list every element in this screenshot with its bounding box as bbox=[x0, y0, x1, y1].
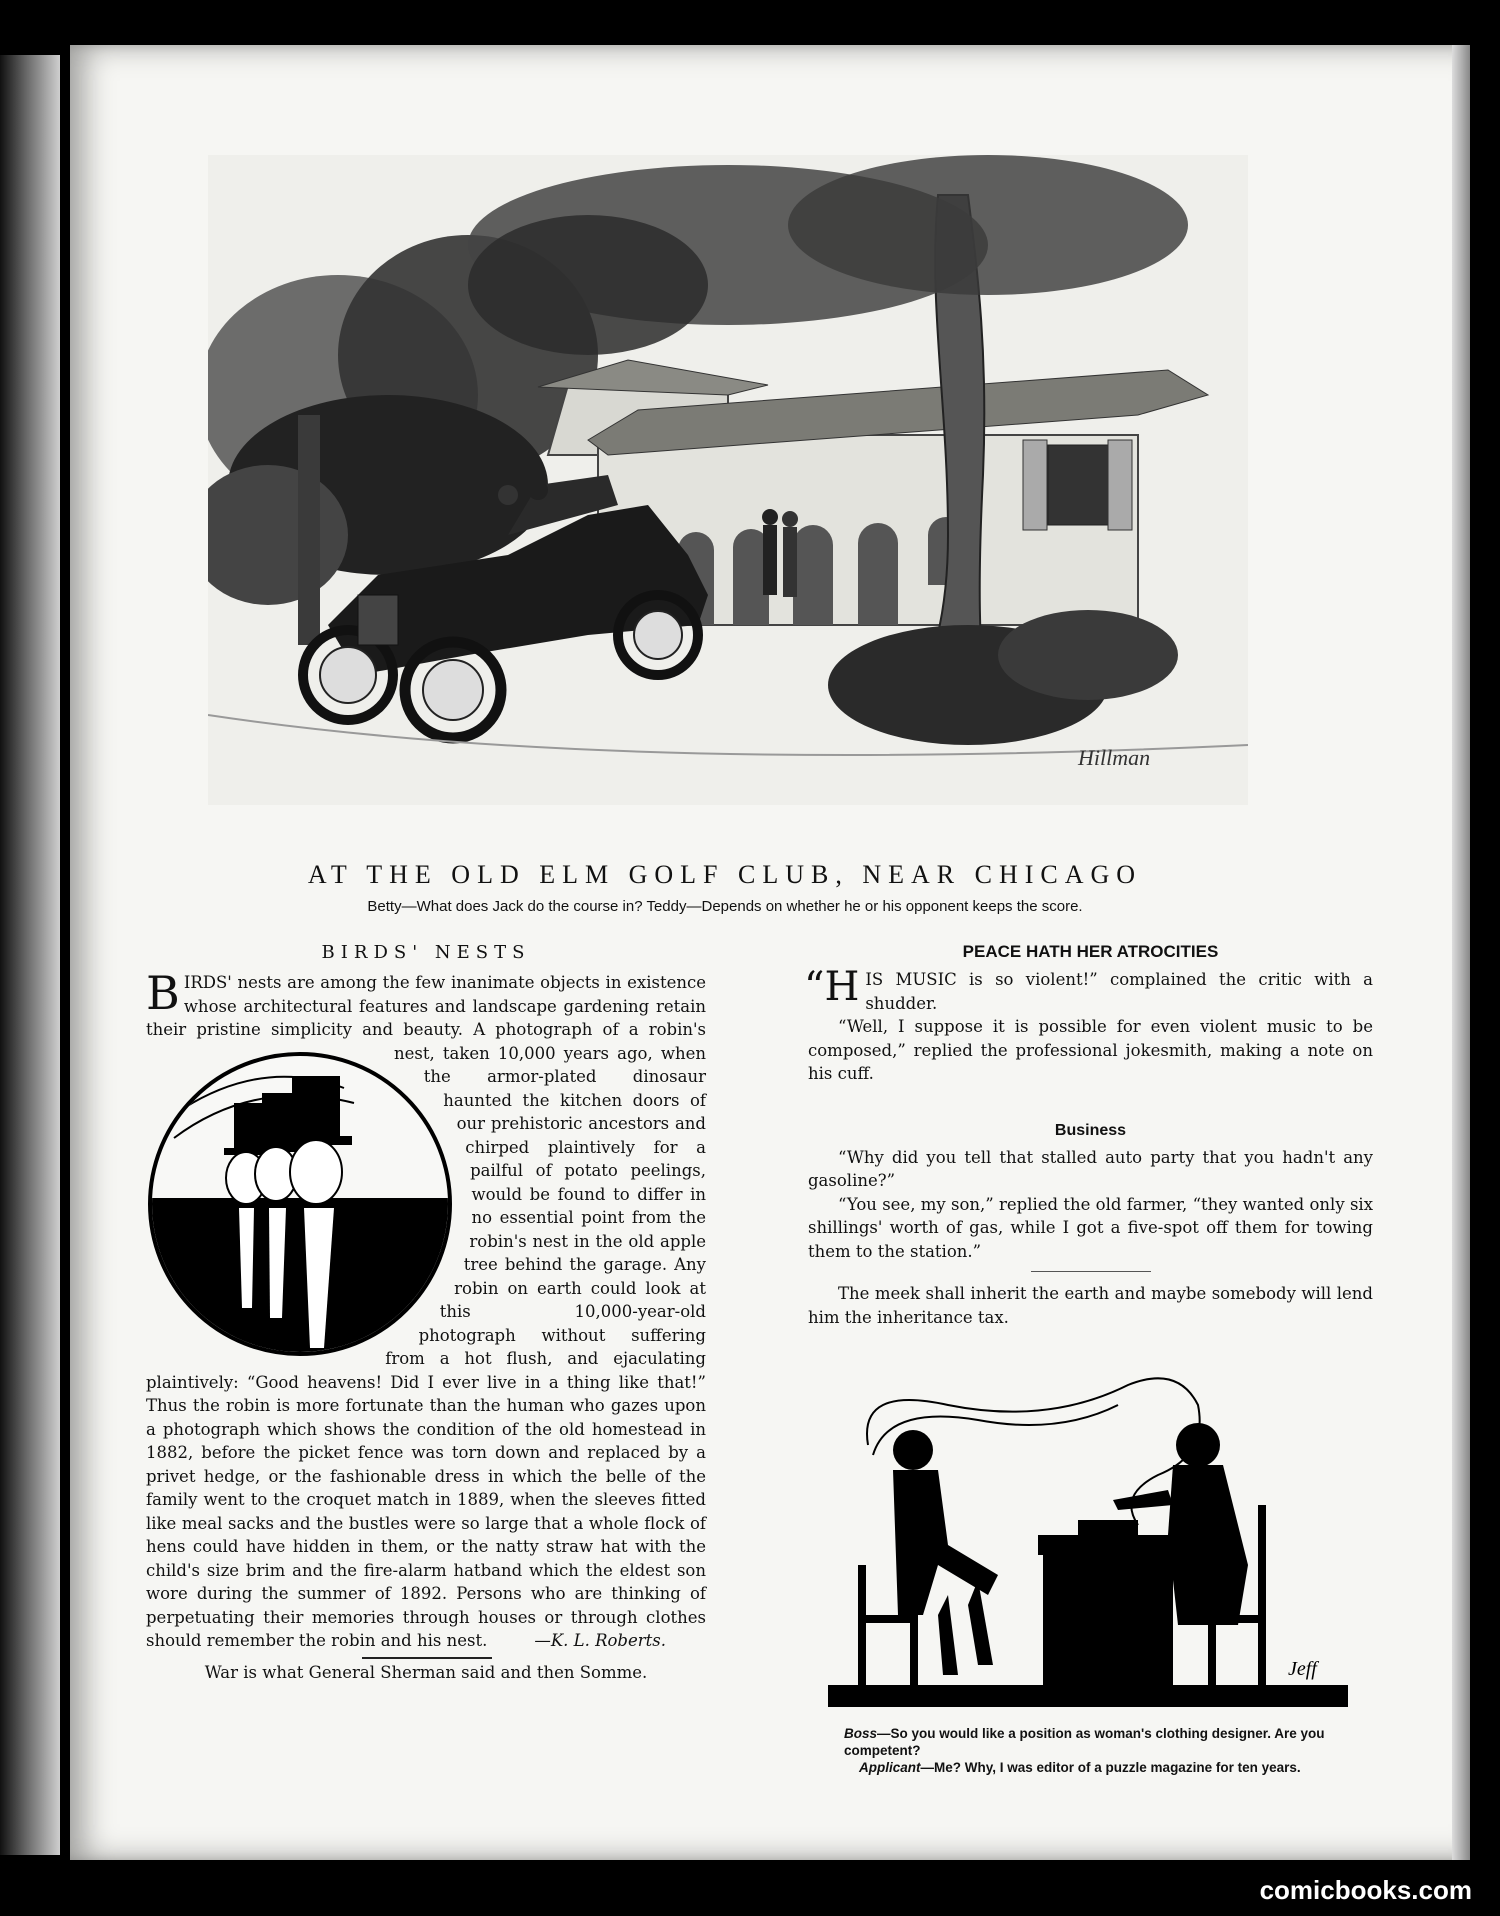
right-column bbox=[804, 940, 1373, 1776]
sherman-quip: War is what General Sherman said and then Somme. bbox=[204, 1662, 648, 1682]
birds-nests-author: —K. L. Roberts. bbox=[534, 1631, 666, 1650]
divider-rule bbox=[1031, 1271, 1151, 1272]
applicant-line: —Me? Why, I was editor of a puzzle magazine for ten years. bbox=[920, 1760, 1301, 1775]
page-edge-shadow bbox=[1452, 45, 1470, 1860]
svg-text:Hillman: Hillman bbox=[1078, 745, 1151, 770]
peace-paragraph-2: “Well, I suppose it is possible for even violent music to be composed,” replied the professional jokesmith, making a note on his cuff. bbox=[808, 1017, 1373, 1083]
dropcap-b: B bbox=[146, 966, 180, 1020]
site-watermark: comicbooks.com bbox=[1259, 1875, 1472, 1905]
golf-club-illustration bbox=[208, 155, 1248, 805]
birds-nests-intro: IRDS' nests are among the few inanimate objects in existence whose architectural features and landscape gardening retain their pristine simplicity and beauty. bbox=[146, 973, 706, 1039]
business-heading: Business bbox=[1054, 1121, 1127, 1139]
birds-nests-main: A photograph of a robin's nest, taken 10,000 years ago, when the armor-plated dinosaur haunted the kitchen doors of our prehistoric ancestors and chirped plaintively for a pailful of potato peelings, would be found to differ in no essential point from the robin's nest in the old apple tree behind the garage. Any robin on earth could look at this 10,000-year-old photograph without suffering from a hot flush, and ejaculating plaintively: “Good heavens! Did I ever live in a thing like that!” Thus the robin is more fortunate than the human who gazes upon a photograph which shows the condition of the old homestead in 1882, before the picket fence was torn down and replaced by a privet hedge, or the fashionable dress in which the belle of the family went to the croquet match in 1889, when the sleeves fitted like meal sacks and the bustles were so large that a whole flock of hens could have hidden in them, or the natty straw hat with the child's size brim and the fire-alarm hatband which the eldest son wore during the summer of 1892. Persons who are thinking of perpetuating their memories through houses or through clothes should remember the robin and his nest. bbox=[146, 1020, 706, 1650]
dropcap-h: “H bbox=[804, 964, 860, 1010]
cartoon-caption bbox=[844, 1725, 1344, 1776]
birds-nests-article bbox=[146, 940, 706, 1682]
binding-edge bbox=[0, 55, 60, 1855]
office-silhouette-cartoon bbox=[828, 1365, 1348, 1715]
peace-heading: PEACE HATH HER ATROCITIES bbox=[962, 942, 1219, 961]
applicant-label: Applicant bbox=[859, 1760, 921, 1775]
birds-nests-heading: BIRDS' NESTS bbox=[321, 942, 531, 963]
business-paragraph-1: “Why did you tell that stalled auto party that you hadn't any gasoline?” bbox=[808, 1147, 1373, 1190]
boss-line: —So you would like a position as woman's clothing designer. Are you competent? bbox=[844, 1726, 1325, 1758]
illustration-dialogue: Betty—What does Jack do the course in? Teddy—Depends on whether he or his opponent keeps the score. bbox=[367, 898, 1083, 915]
peace-p1-text: IS MUSIC is so violent!” complained the critic with a shudder. bbox=[865, 970, 1373, 1013]
birds-nests-body bbox=[146, 966, 706, 1653]
meek-quip: The meek shall inherit the earth and maybe somebody will lend him the inheritance tax. bbox=[808, 1284, 1373, 1327]
top-hat-men-cartoon bbox=[144, 1048, 456, 1360]
illustration-caption: AT THE OLD ELM GOLF CLUB, NEAR CHICAGO bbox=[307, 860, 1143, 889]
business-paragraph-2: “You see, my son,” replied the old farmer, “they wanted only six shillings' worth of gas, while I got a five-spot off them for towing them to the station.” bbox=[808, 1194, 1373, 1261]
divider-rule bbox=[362, 1657, 492, 1659]
peace-paragraph-1 bbox=[804, 964, 1373, 1015]
boss-label: Boss bbox=[844, 1726, 878, 1741]
svg-text:Jeff: Jeff bbox=[1288, 1658, 1317, 1680]
